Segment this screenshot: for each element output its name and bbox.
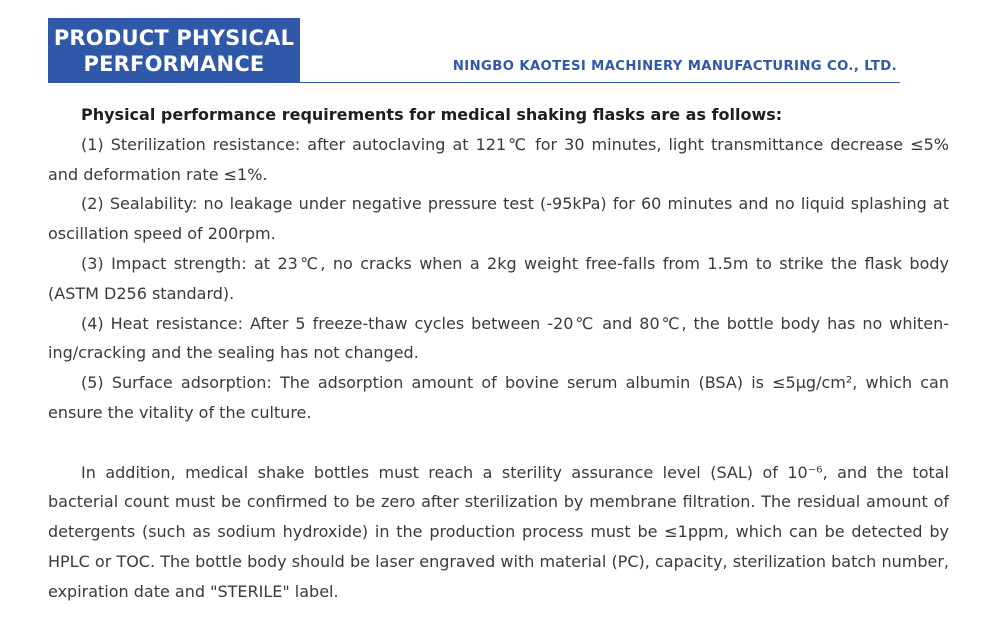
requirement-item-1: (1) Sterilization resistance: after autoclaving at 121℃ for 30 minutes, light transmittance decrease ≤5% and deformation rate ≤1%. xyxy=(48,134,949,184)
requirement-item-5: (5) Surface adsorption: The adsorption amount of bovine serum albumin (BSA) is ≤5μg/cm², which can ensure the vitality of the culture. xyxy=(48,373,949,422)
page-header xyxy=(48,18,900,84)
additional-requirements-paragraph: In addition, medical shake bottles must reach a sterility assurance level (SAL) of 10⁻⁶, and the total bacterial count must be confirmed to be zero after sterilization by membrane filtration. The residual amount of detergents (such as sodium hydroxide) in the production process must be ≤1ppm, which can be detected by HPLC or TOC. The bottle body should be laser engraved with material (PC), capacity, sterilization batch number, expiration date and "STERILE" label. xyxy=(48,462,949,601)
intro-heading: Physical performance requirements for medical shaking flasks are as follows: xyxy=(81,105,783,124)
requirement-item-2: (2) Sealability: no leakage under negative pressure test (-95kPa) for 60 minutes and no liquid splashing at oscillation speed of 200rpm. xyxy=(48,194,949,244)
section-title-box xyxy=(48,18,300,83)
company-name: NINGBO KAOTESI MACHINERY MANUFACTURING CO., LTD. xyxy=(452,59,897,74)
requirement-item-4: (4) Heat resistance: After 5 freeze-thaw cycles between -20℃ and 80℃, the bottle body has no whiten-ing/cracking and the sealing has not changed. xyxy=(48,313,949,363)
document-body xyxy=(48,100,949,607)
header-divider xyxy=(300,82,900,83)
section-title-line2: PERFORMANCE xyxy=(83,51,265,76)
requirement-item-3: (3) Impact strength: at 23℃, no cracks when a 2kg weight free-falls from 1.5m to strike the flask body (ASTM D256 standard). xyxy=(48,253,949,303)
section-title-line1: PRODUCT PHYSICAL xyxy=(53,25,295,50)
